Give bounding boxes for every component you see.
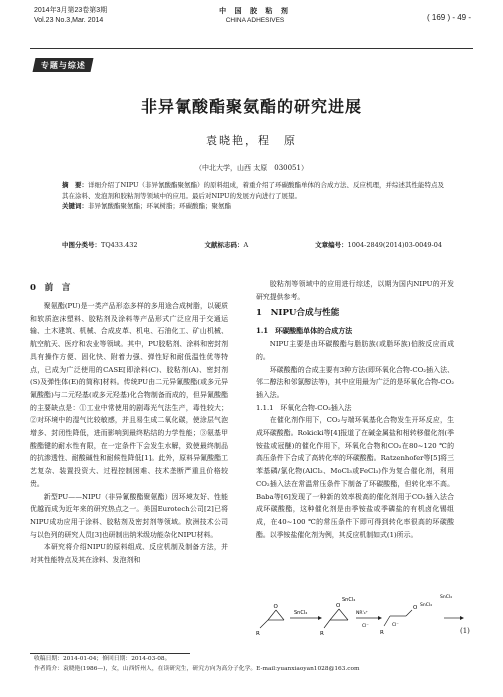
classification-line bbox=[62, 240, 442, 249]
right-paragraph-3: 在催化剂作用下，CO₂与端环氧基化合物发生开环反应，生成环碳酸酯。Rokicki等[4]报道了在碱金属盐和相转移催化剂(季铵盐或冠醚)的催化作用下，环氧化合物和CO₂在80~120 ℃的高压条件下合成了高转化率的环碳酸酯。Ratzenhofer等[5]将三苯基磷/氯化物(AlCl₃、MoCl₃或FeCl₃)作为复合催化剂，利用CO₂插入法在常温常压条件下制备了环碳酸酯，但转化率不高。Baba等[6]发现了一种新的效率极高的催化剂用于CO₂插入法合成环碳酸酯，这种催化剂是由季铵盐或季磷盐的有机卤化锡组成，在40~100 ℃的常压条件下即可得到转化率很高的环碳酸酯。以季铵盐催化剂为例，其反应机制如式(1)所示。 bbox=[256, 416, 454, 539]
paper-authors: 袁晓艳，程 原 bbox=[206, 134, 297, 147]
abstract-text: 详细介绍了NIPU（非异氰酸酯聚氨酯）的原料组成，着重介绍了环碳酸酯单体的合成方法、反应机理，并综述其性能特点及其在涂料、发泡剂和胶粘剂等领域中的应用。最后对NIPU的发展方向进行了展望。 bbox=[62, 181, 444, 200]
arrow-2-anion: Cl⁻ bbox=[362, 624, 369, 629]
right-paragraph-1: NIPU主要是由环碳酸酯与脂肪族(或脂环族)伯胺反应而成的。 bbox=[256, 340, 454, 361]
clc-code bbox=[62, 240, 138, 249]
intermediate-b bbox=[380, 602, 432, 636]
reaction-arrow-2 bbox=[356, 610, 382, 629]
intermediate-b-o: O bbox=[413, 605, 418, 611]
equation-number: (1) bbox=[460, 627, 470, 635]
doc-code-value: A bbox=[243, 241, 249, 249]
page-number: ( 169 ) - 49 - bbox=[426, 13, 471, 22]
keywords-text: 非异氰酸酯聚氨酯；环氧树脂；环碳酸酯；聚氨酯 bbox=[88, 202, 231, 210]
epoxide-r: R bbox=[256, 631, 260, 637]
document-code bbox=[204, 240, 248, 249]
author-affiliation: （中北大学，山西 太原 030051） bbox=[195, 164, 308, 172]
column-tag bbox=[33, 58, 94, 72]
arrow-1-reagent: SnCl₄ bbox=[294, 610, 308, 616]
right-column bbox=[256, 278, 454, 541]
intro-paragraph-2: 新型PU——NIPU（非异氰酸酯聚氨酯）因环境友好、性能优越而成为近年来的研究热点之一。美国Eurotech公司[2]已将NIPU成功应用于涂料、胶粘剂及密封剂等领域。欧洲技术公司与以色列的研究人员[3]也研制出纳米级功能杂化NIPU材料。 bbox=[30, 492, 228, 539]
author-bio: 作者简介：袁晓艳(1986—)，女，山西忻州人，在读研究生，研究方向为高分子化学。E-mail:yuanxiaoyan1028@163.com bbox=[34, 665, 360, 672]
journal-name bbox=[180, 6, 330, 26]
intermediate-b-metal: SnCl₄ bbox=[420, 603, 432, 608]
abstract bbox=[62, 180, 448, 201]
journal-issue-info bbox=[34, 6, 107, 26]
section-1-1-1-heading: 1.1.1 环氧化合物-CO₂插入法 bbox=[256, 403, 352, 412]
reaction-arrow-1 bbox=[290, 610, 322, 620]
epoxide-structure bbox=[256, 604, 284, 637]
header-divider bbox=[30, 48, 473, 49]
article-no-label: 文章编号： bbox=[315, 241, 348, 249]
epoxide-o: O bbox=[273, 604, 278, 610]
keywords bbox=[62, 201, 448, 212]
reaction-scheme bbox=[256, 586, 472, 638]
intermediate-b-anion: Cl⁻ bbox=[392, 623, 399, 628]
article-number bbox=[315, 240, 442, 249]
intermediate-a-r: R bbox=[320, 631, 324, 637]
column-tag-label: 专题与综述 bbox=[40, 60, 86, 70]
received-date: 收稿日期：2014-01-04；修回日期：2014-03-08。 bbox=[34, 656, 171, 662]
clc-label: 中图分类号： bbox=[62, 241, 101, 249]
intermediate-b-r: R bbox=[380, 630, 384, 636]
right-paragraph-0: 胶粘剂等领域中的应用进行综述，以期为国内NIPU的开发研究提供参考。 bbox=[256, 280, 454, 301]
keywords-label: 关键词： bbox=[62, 202, 88, 210]
intro-paragraph-3: 本研究将介绍NIPU的原料组成、反应机制及制备方法，并对其性能特点及其在涂料、发泡剂和 bbox=[30, 543, 228, 565]
abstract-block bbox=[62, 180, 448, 212]
intermediate-a-metal: SnCl₄ bbox=[342, 597, 356, 603]
intro-paragraph-1: 聚氨酯(PU)是一类产品形态多样的多用途合成树脂，以硬质和软质泡沫塑料、胶粘剂及涂料等产品形式广泛应用于交通运输、土木建筑、机械、合成皮革、机电、石油化工、矿山机械、航空航天、医疗和农业等领域。其中，PU胶粘剂、涂料和密封剂具有操作方便、固化快、附着力强、弹性好和耐低温性优等特点，已成为广泛使用的CASE[即涂料(C)、胶粘剂(A)、密封剂(S)及弹性体(E)的简称]材料。传统PU由二元异氰酸酯(或多元异氰酸酯)与二元羟基(或多元羟基)化合物制备而成的，但异氰酸酯的主要缺点是：①工业中常使用的剧毒光气法生产，毒性较大；②对环境中的湿气比较敏感，并且易生成二氧化碳，使涂层气泡增多、封闭性降低，进而影响到最终粘结的力学性能；③氨基甲酸酯键的耐水性有限，在一定条件下会发生水解，致使最终制品的抗渗透性、耐酸碱性和耐候性降低[1]。此外，原料异氰酸酯工艺复杂、装置投资大、过程控制困难、技术垄断严重且价格较贵。 bbox=[30, 302, 228, 488]
footnote-divider bbox=[30, 653, 190, 654]
clc-value: TQ433.432 bbox=[101, 241, 138, 249]
paper-title: 非异氰酸酯聚氨酯的研究进展 bbox=[140, 97, 362, 116]
right-paragraph-2: 环碳酸酯的合成主要有3种方法(即环氧化合物-CO₂插入法、邻二醇法和邻氯醇法等)，其中应用最为广泛的是环氧化合物-CO₂插入法。 bbox=[256, 365, 454, 399]
abstract-label: 摘 要： bbox=[62, 181, 88, 189]
intermediate-a-o: O bbox=[336, 603, 341, 609]
journal-name-cn: 中 国 胶 粘 剂 bbox=[219, 6, 291, 15]
reaction-arrow-3 bbox=[440, 594, 464, 620]
journal-name-en: CHINA ADHESIVES bbox=[225, 17, 285, 24]
arrow-2-cation: NR'₄⁺ bbox=[356, 611, 368, 616]
intro-heading: 0 前 言 bbox=[30, 283, 71, 293]
arrow-3-metal: SnCl₄ bbox=[440, 595, 452, 600]
issue-line-cn: 2014年3月第23卷第3期 bbox=[34, 7, 108, 14]
article-no-value: 1004-2849(2014)03-0049-04 bbox=[347, 241, 442, 249]
footnotes bbox=[34, 655, 360, 674]
left-column bbox=[30, 278, 228, 567]
intermediate-a bbox=[320, 597, 355, 637]
issue-line-en: Vol.23 No.3,Mar. 2014 bbox=[34, 17, 104, 24]
section-1-heading: 1 NIPU合成与性能 bbox=[256, 308, 340, 319]
section-1-1-heading: 1.1 环碳酸酯单体的合成方法 bbox=[256, 326, 353, 336]
doc-code-label: 文献标志码： bbox=[204, 241, 244, 249]
